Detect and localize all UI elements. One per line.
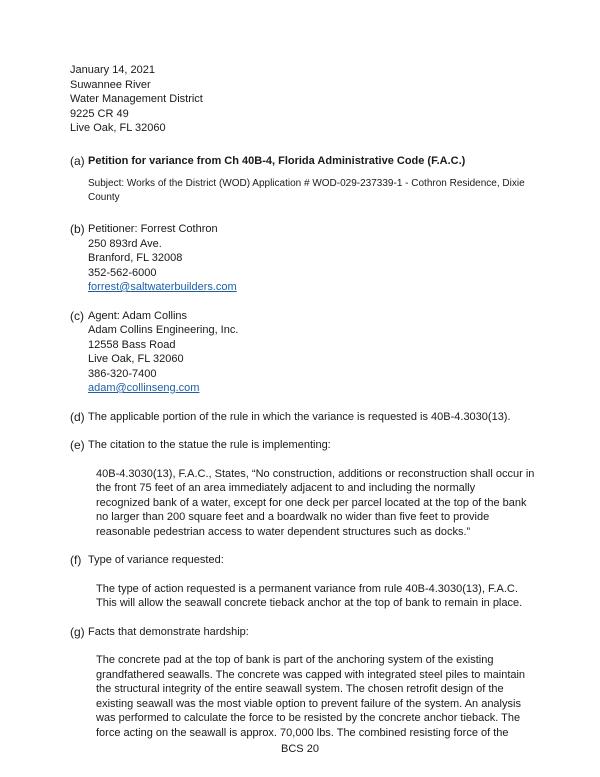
- agent-email-link[interactable]: adam@collinseng.com: [88, 382, 200, 394]
- section-g-text: Facts that demonstrate hardship:: [88, 625, 249, 638]
- quote-line: no larger than 200 square feet and a boardwalk no wider than five feet to provide: [96, 511, 490, 523]
- quote-line: reasonable pedestrian access to water dependent structures such as docks.”: [96, 525, 471, 538]
- petitioner-name: Petitioner: Forrest Cothron: [88, 223, 218, 235]
- page-footer: BCS 20: [281, 743, 319, 755]
- body-line: The concrete pad at the top of bank is part of the anchoring system of the existing: [96, 654, 494, 666]
- subject-text: County: [88, 191, 120, 203]
- letter-date: January 14, 2021: [70, 64, 156, 76]
- body-line: the structural integrity of the entire seawall system. The chosen retrofit design of the: [96, 683, 504, 695]
- petitioner-phone: 352-562-6000: [88, 266, 157, 279]
- section-d: [70, 410, 540, 425]
- quote-line: recognized bank of a water, except for one deck per parcel located at the top of the bank: [96, 496, 527, 509]
- section-marker: (g): [70, 624, 85, 639]
- subject-line: [88, 177, 533, 204]
- section-d-text: The applicable portion of the rule in which the variance is requested is 40B-4.3030(13).: [88, 410, 511, 423]
- address-line: Water Management District: [70, 93, 203, 105]
- petitioner-address: 250 893rd Ave.: [88, 237, 162, 250]
- section-f: [70, 553, 540, 568]
- section-a-heading: Petition for variance from Ch 40B-4, Florida Administrative Code (F.A.C.): [88, 154, 466, 167]
- rule-quote: [96, 467, 536, 540]
- quote-line: the front 75 feet of an area immediately adjacent to and including the normally: [96, 482, 476, 494]
- section-marker: (b): [70, 222, 85, 236]
- body-line: existing seawall was the most viable option to prevent failure of the system. An analysis: [96, 697, 521, 710]
- section-c: [70, 309, 540, 396]
- hardship-description: [96, 653, 536, 740]
- section-marker: (d): [70, 409, 85, 424]
- agent-company: Adam Collins Engineering, Inc.: [88, 324, 239, 336]
- variance-description: [96, 582, 536, 611]
- subject-text: Subject: Works of the District (WOD) Application # WOD-029-237339-1 - Cothron Residence, Dixie: [88, 178, 525, 189]
- body-line: grandfathered seawalls. The concrete was capped with integrated steel piles to maintain: [96, 668, 526, 681]
- address-line: Suwannee River: [70, 78, 151, 91]
- section-e-text: The citation to the statue the rule is implementing:: [88, 439, 331, 451]
- quote-line: 40B-4.3030(13), F.A.C., States, “No construction, additions or reconstruction shall occur in: [96, 467, 535, 480]
- section-marker: (f): [70, 553, 82, 567]
- section-marker: (a): [70, 153, 85, 168]
- body-line: was performed to calculate the force to be resisted by the concrete anchor tieback. The: [96, 712, 521, 724]
- section-a: [70, 154, 540, 169]
- section-g: [70, 625, 540, 640]
- petitioner-email-link[interactable]: forrest@saltwaterbuilders.com: [88, 281, 237, 293]
- section-marker: (e): [70, 438, 85, 452]
- agent-address: 12558 Bass Road: [88, 338, 176, 351]
- address-line: 9225 CR 49: [70, 107, 129, 120]
- section-e: [70, 438, 540, 453]
- body-line: This will allow the seawall concrete tieback anchor at the top of bank to remain in place.: [96, 597, 523, 609]
- address-line: Live Oak, FL 32060: [70, 122, 166, 134]
- body-line: The type of action requested is a permanent variance from rule 40B-4.3030(13), F.A.C.: [96, 582, 518, 595]
- letter-body: [70, 63, 540, 740]
- agent-phone: 386-320-7400: [88, 367, 157, 380]
- petitioner-city: Branford, FL 32008: [88, 252, 183, 264]
- body-line: force acting on the seawall is approx. 70,000 lbs. The combined resisting force of the: [96, 726, 509, 739]
- section-marker: (c): [70, 308, 84, 323]
- section-f-text: Type of variance requested:: [88, 554, 224, 566]
- agent-name: Agent: Adam Collins: [88, 309, 188, 322]
- section-b: [70, 222, 540, 295]
- address-block: [70, 63, 540, 136]
- agent-city: Live Oak, FL 32060: [88, 353, 184, 365]
